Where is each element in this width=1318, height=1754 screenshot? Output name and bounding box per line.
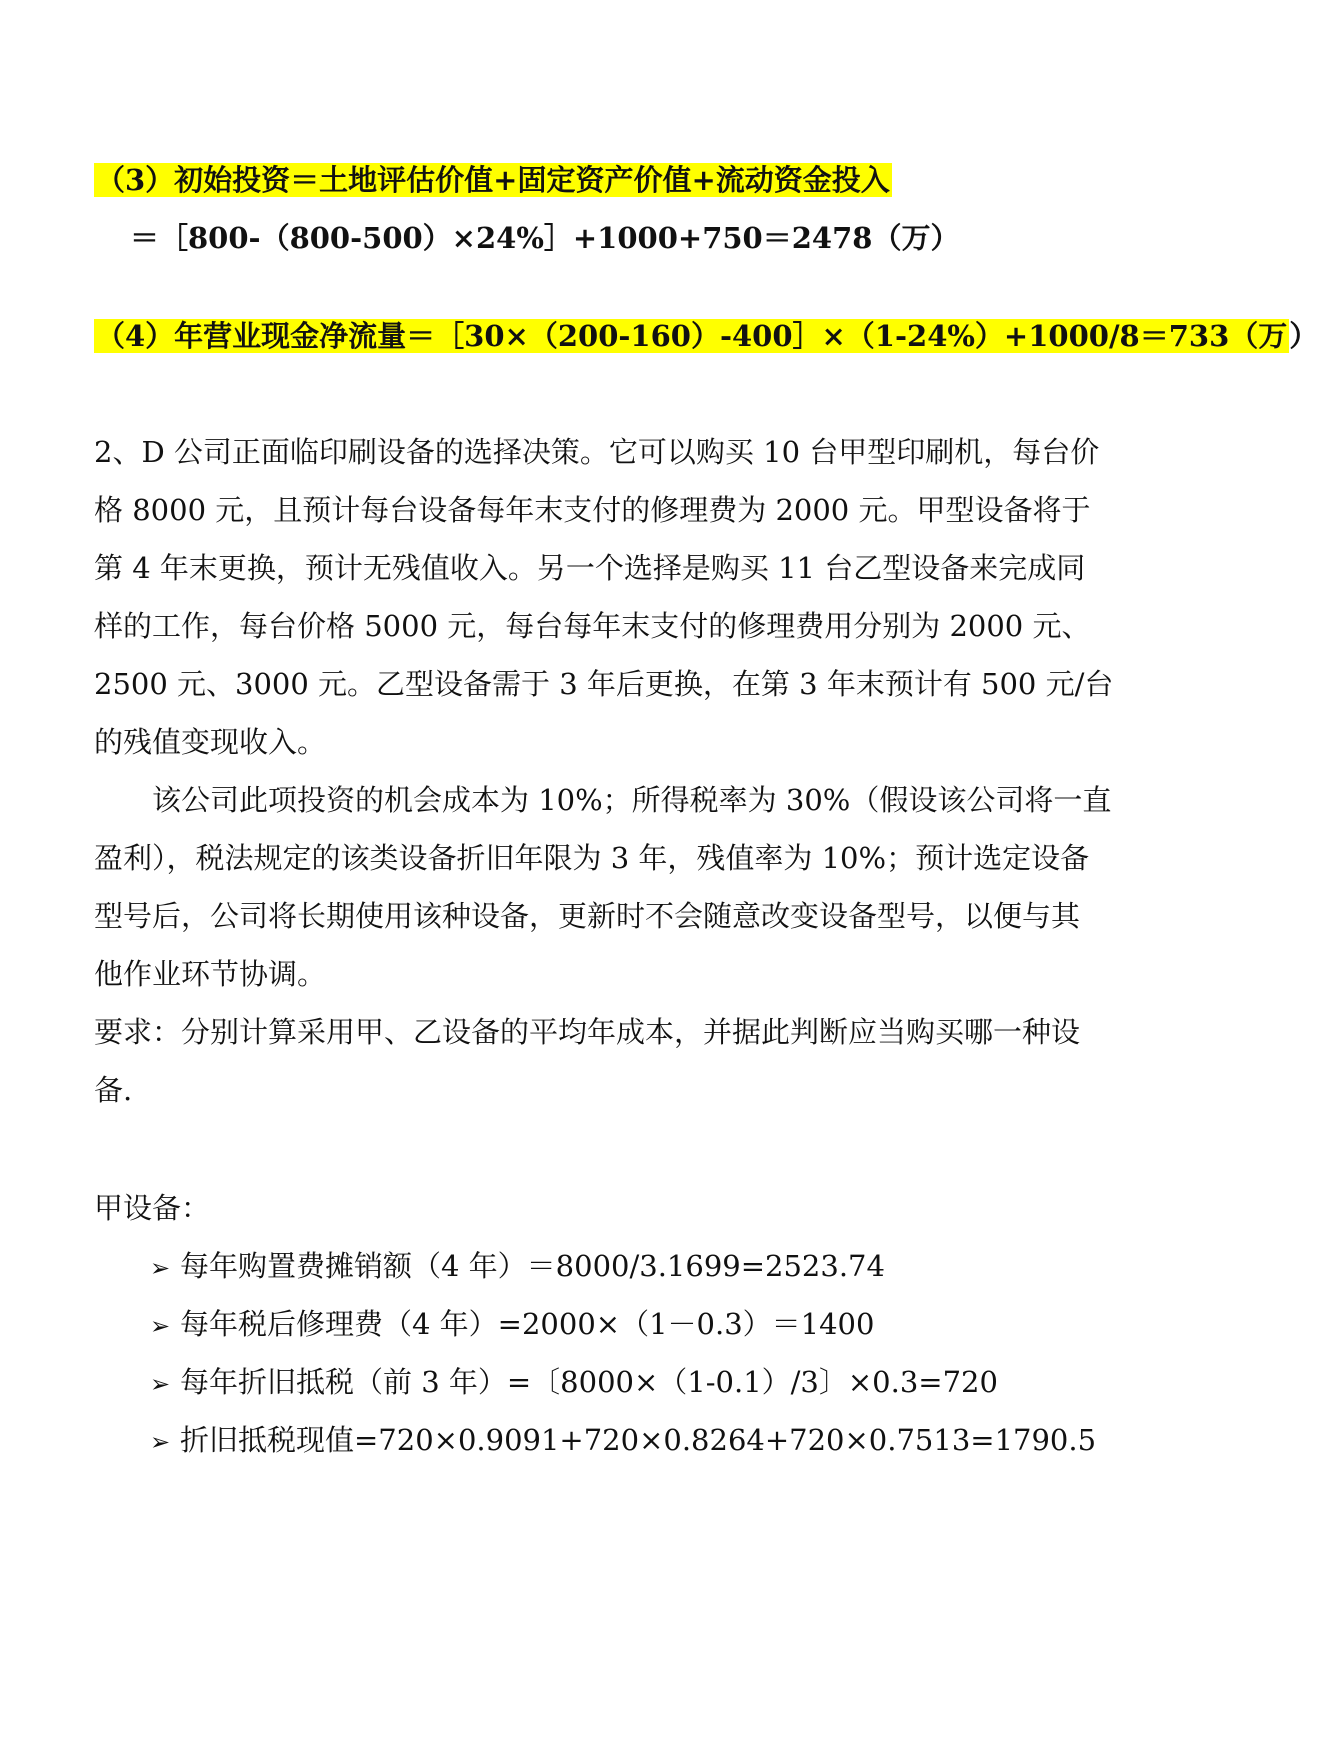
arrow-bullet-icon: ➢ [150,1312,171,1340]
problem2-line-3: 第 4 年末更换，预计无残值收入。另一个选择是购买 11 台乙型设备来完成同 [94,551,1086,585]
solution-heading: 甲设备： [94,1191,211,1225]
solution-bullet-1 [150,1246,885,1286]
solution-bullet-4 [150,1420,1096,1460]
problem2-line-1: 2、D 公司正面临印刷设备的选择决策。它可以购买 10 台甲型印刷机，每台价 [94,435,1100,469]
item3-highlighted-text: （3）初始投资＝土地评估价值+固定资产价值+流动资金投入 [96,163,890,197]
problem2-line-9: 型号后，公司将长期使用该种设备，更新时不会随意改变设备型号，以便与其 [94,899,1081,933]
problem2-line-10: 他作业环节协调。 [94,957,327,991]
problem2-line-2: 格 8000 元，且预计每台设备每年末支付的修理费为 2000 元。甲型设备将于 [94,493,1091,527]
item4-highlighted-text: （4）年营业现金净流量＝［30×（200-160）-400］×（1-24%）+1000/8＝733（万 [96,319,1288,353]
problem2-line-8: 盈利），税法规定的该类设备折旧年限为 3 年，残值率为 10%；预计选定设备 [94,841,1090,875]
arrow-bullet-icon: ➢ [150,1370,171,1398]
item4-tail-text: ） [1289,319,1318,353]
problem2-line-4: 样的工作，每台价格 5000 元，每台每年末支付的修理费用分别为 2000 元、 [94,609,1091,643]
solution-bullet-3 [150,1362,998,1402]
problem2-requirement-line-2: 备. [94,1073,133,1107]
problem2-line-5: 2500 元、3000 元。乙型设备需于 3 年后更换，在第 3 年末预计有 500 元/台 [94,667,1114,701]
arrow-bullet-icon: ➢ [150,1254,171,1282]
bullet-text: 每年税后修理费（4 年）=2000×（1－0.3）＝1400 [180,1307,875,1341]
item4-formula-line [94,316,1318,356]
bullet-text: 每年折旧抵税（前 3 年）=〔8000×（1-0.1）/3〕×0.3=720 [180,1365,998,1399]
bullet-text: 折旧抵税现值=720×0.9091+720×0.8264+720×0.7513=1790.5 [180,1423,1097,1457]
problem2-line-7: 该公司此项投资的机会成本为 10%；所得税率为 30%（假设该公司将一直 [152,783,1112,817]
problem2-requirement-line-1: 要求：分别计算采用甲、乙设备的平均年成本，并据此判断应当购买哪一种设 [94,1015,1081,1049]
bullet-text: 每年购置费摊销额（4 年）＝8000/3.1699=2523.74 [180,1249,885,1283]
arrow-bullet-icon: ➢ [150,1428,171,1456]
item3-calculation-line: ＝［800-（800-500）×24%］+1000+750＝2478（万） [130,221,960,255]
problem2-line-6: 的残值变现收入。 [94,725,327,759]
item3-formula-line [94,160,892,200]
solution-bullet-2 [150,1304,874,1344]
